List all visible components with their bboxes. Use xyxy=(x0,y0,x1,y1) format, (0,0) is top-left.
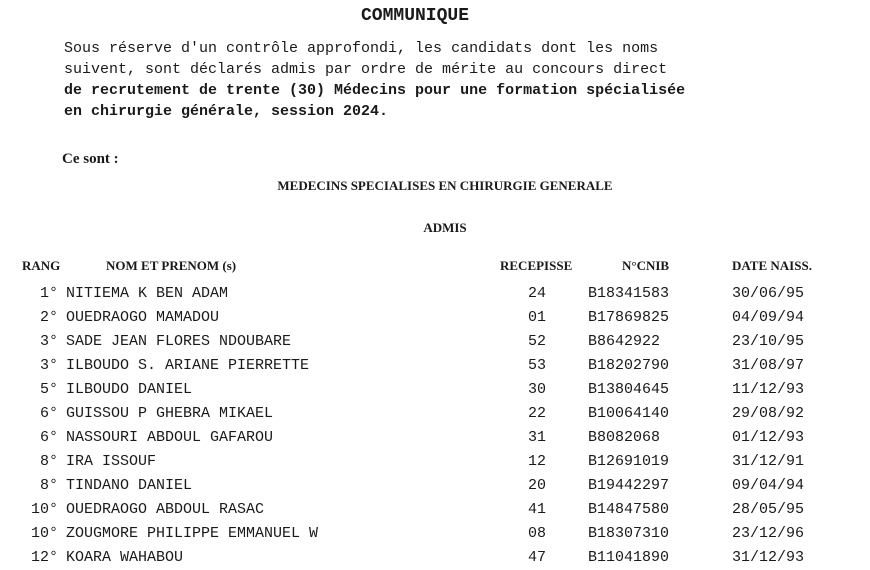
table-row xyxy=(0,474,870,498)
intro-paragraph xyxy=(64,38,824,122)
table-row xyxy=(0,282,870,306)
name-cell: GUISSOU P GHEBRA MIKAEL xyxy=(66,405,274,422)
header-cnib: N°CNIB xyxy=(622,258,670,273)
name-cell: KOARA WAHABOU xyxy=(66,549,184,566)
rank-cell: 2° xyxy=(39,309,58,326)
cnib-cell: B10064140 xyxy=(588,405,670,422)
cnib-cell: B12691019 xyxy=(588,453,670,470)
recepisse-cell: 01 xyxy=(527,309,546,326)
status-title: ADMIS xyxy=(423,220,467,235)
recepisse-cell: 52 xyxy=(527,333,546,350)
intro-line: Sous réserve d'un contrôle approfondi, les candidats dont les noms xyxy=(64,40,659,57)
cnib-cell: B18341583 xyxy=(588,285,670,302)
cnib-cell: B14847580 xyxy=(588,501,670,518)
recepisse-cell: 53 xyxy=(527,357,546,374)
table-row xyxy=(0,330,870,354)
header-date: DATE NAISS. xyxy=(732,258,812,273)
cnib-cell: B8082068 xyxy=(588,429,661,446)
birthdate-cell: 28/05/95 xyxy=(732,501,805,518)
cnib-cell: B13804645 xyxy=(588,381,670,398)
rank-cell: 6° xyxy=(39,429,58,446)
intro-bold-line: de recrutement de trente (30) Médecins pour une formation spécialisée xyxy=(64,82,686,99)
name-cell: IRA ISSOUF xyxy=(66,453,157,470)
header-recepisse: RECEPISSE xyxy=(500,258,573,273)
table-row xyxy=(0,546,870,570)
recepisse-cell: 30 xyxy=(527,381,546,398)
rank-cell: 12° xyxy=(30,549,58,566)
table-row xyxy=(0,378,870,402)
name-cell: OUEDRAOGO ABDOUL RASAC xyxy=(66,501,265,518)
recepisse-cell: 24 xyxy=(527,285,546,302)
recepisse-cell: 41 xyxy=(527,501,546,518)
rank-cell: 6° xyxy=(39,405,58,422)
recepisse-cell: 08 xyxy=(527,525,546,542)
birthdate-cell: 31/12/91 xyxy=(732,453,805,470)
cnib-cell: B17869825 xyxy=(588,309,670,326)
birthdate-cell: 23/10/95 xyxy=(732,333,805,350)
rank-cell: 5° xyxy=(39,381,58,398)
birthdate-cell: 01/12/93 xyxy=(732,429,805,446)
birthdate-cell: 29/08/92 xyxy=(732,405,805,422)
birthdate-cell: 23/12/96 xyxy=(732,525,805,542)
name-cell: SADE JEAN FLORES NDOUBARE xyxy=(66,333,292,350)
rank-cell: 3° xyxy=(39,333,58,350)
table-row xyxy=(0,450,870,474)
intro-bold-line: en chirurgie générale, session 2024. xyxy=(64,103,389,120)
rank-cell: 8° xyxy=(39,453,58,470)
table-row xyxy=(0,522,870,546)
ce-sont-label: Ce sont : xyxy=(62,151,119,167)
rank-cell: 10° xyxy=(30,525,58,542)
section-title: MEDECINS SPECIALISES EN CHIRURGIE GENERALE xyxy=(277,178,613,193)
rank-cell: 3° xyxy=(39,357,58,374)
name-cell: NITIEMA K BEN ADAM xyxy=(66,285,229,302)
name-cell: ILBOUDO S. ARIANE PIERRETTE xyxy=(66,357,310,374)
cnib-cell: B11041890 xyxy=(588,549,670,566)
intro-line: suivent, sont déclarés admis par ordre de mérite au concours direct xyxy=(64,61,668,78)
table-row xyxy=(0,498,870,522)
name-cell: ILBOUDO DANIEL xyxy=(66,381,193,398)
birthdate-cell: 31/08/97 xyxy=(732,357,805,374)
birthdate-cell: 04/09/94 xyxy=(732,309,805,326)
rank-cell: 1° xyxy=(39,285,58,302)
recepisse-cell: 47 xyxy=(527,549,546,566)
table-row xyxy=(0,402,870,426)
header-rang: RANG xyxy=(22,258,61,273)
name-cell: OUEDRAOGO MAMADOU xyxy=(66,309,220,326)
recepisse-cell: 12 xyxy=(527,453,546,470)
cnib-cell: B18202790 xyxy=(588,357,670,374)
cnib-cell: B8642922 xyxy=(588,333,661,350)
rank-cell: 8° xyxy=(39,477,58,494)
name-cell: TINDANO DANIEL xyxy=(66,477,193,494)
birthdate-cell: 31/12/93 xyxy=(732,549,805,566)
recepisse-cell: 22 xyxy=(527,405,546,422)
header-nom: NOM ET PRENOM (s) xyxy=(106,258,237,273)
birthdate-cell: 30/06/95 xyxy=(732,285,805,302)
page-title: COMMUNIQUE xyxy=(360,6,470,26)
table-row xyxy=(0,354,870,378)
name-cell: ZOUGMORE PHILIPPE EMMANUEL W xyxy=(66,525,319,542)
cnib-cell: B18307310 xyxy=(588,525,670,542)
name-cell: NASSOURI ABDOUL GAFAROU xyxy=(66,429,274,446)
recepisse-cell: 20 xyxy=(527,477,546,494)
cnib-cell: B19442297 xyxy=(588,477,670,494)
rank-cell: 10° xyxy=(30,501,58,518)
recepisse-cell: 31 xyxy=(527,429,546,446)
table-row xyxy=(0,426,870,450)
birthdate-cell: 09/04/94 xyxy=(732,477,805,494)
table-row xyxy=(0,306,870,330)
birthdate-cell: 11/12/93 xyxy=(732,381,805,398)
